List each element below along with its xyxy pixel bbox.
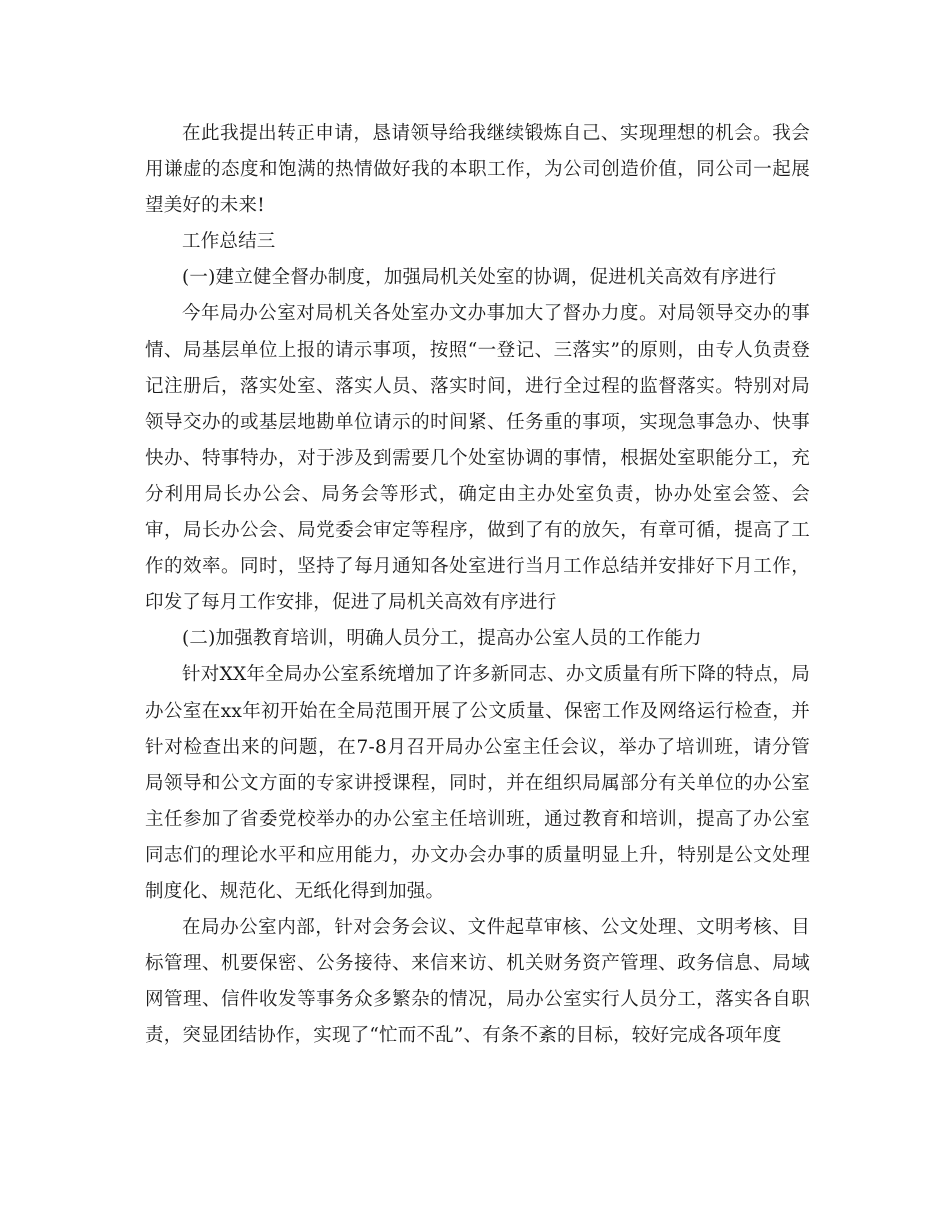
subheading-supervision-system: (一)建立健全督办制度，加强局机关处室的协调，促进机关高效有序进行	[182, 267, 777, 289]
paragraph-application-closing: 在此我提出转正申请，恳请领导给我继续锻炼自己、实现理想的机会。我会用谦虚的态度和饱满的热情做好我的本职工作，为公司创造价值，同公司一起展望美好的未来!	[145, 123, 810, 217]
paragraph-training-details: 针对XX年全局办公室系统增加了许多新同志、办文质量有所下降的特点，局办公室在xx年初开始在全局范围开展了公文质量、保密工作及网络运行检查，并针对检查出来的问题，在7-8月召开局办公室主任会议，举办了培训班，请分管局领导和公文方面的专家讲授课程，同时，并在组织局属部分有关单位的办公室主任参加了省委党校举办的办公室主任培训班，通过教育和培训，提高了办公室同志们的理论水平和应用能力，办文办会办事的质量明显上升，特别是公文处理制度化、规范化、无纸化得到加强。	[145, 664, 810, 902]
document-body	[145, 116, 810, 1054]
section-heading-summary-three: 工作总结三	[182, 231, 276, 253]
subheading-training: (二)加强教育培训，明确人员分工，提高办公室人员的工作能力	[182, 628, 702, 650]
paragraph-supervision-details: 今年局办公室对局机关各处室办文办事加大了督办力度。对局领导交办的事情、局基层单位上报的请示事项，按照“一登记、三落实”的原则，由专人负责登记注册后，落实处室、落实人员、落实时间，进行全过程的监督落实。特别对局领导交办的或基层地勘单位请示的时间紧、任务重的事项，实现急事急办、快事快办、特事特办，对于涉及到需要几个处室协调的事情，根据处室职能分工，充分利用局长办公会、局务会等形式，确定由主办处室负责，协办处室会签、会审，局长办公会、局党委会审定等程序，做到了有的放矢，有章可循，提高了工作的效率。同时，坚持了每月通知各处室进行当月工作总结并安排好下月工作，印发了每月工作安排，促进了局机关高效有序进行	[145, 303, 810, 614]
paragraph-internal-division: 在局办公室内部，针对会务会议、文件起草审核、公文处理、文明考核、目标管理、机要保密、公务接待、来信来访、机关财务资产管理、政务信息、局域网管理、信件收发等事务众多繁杂的情况，局办公室实行人员分工，落实各自职责，突显团结协作，实现了“忙而不乱”、有条不紊的目标，较好完成各项年度	[145, 917, 810, 1047]
